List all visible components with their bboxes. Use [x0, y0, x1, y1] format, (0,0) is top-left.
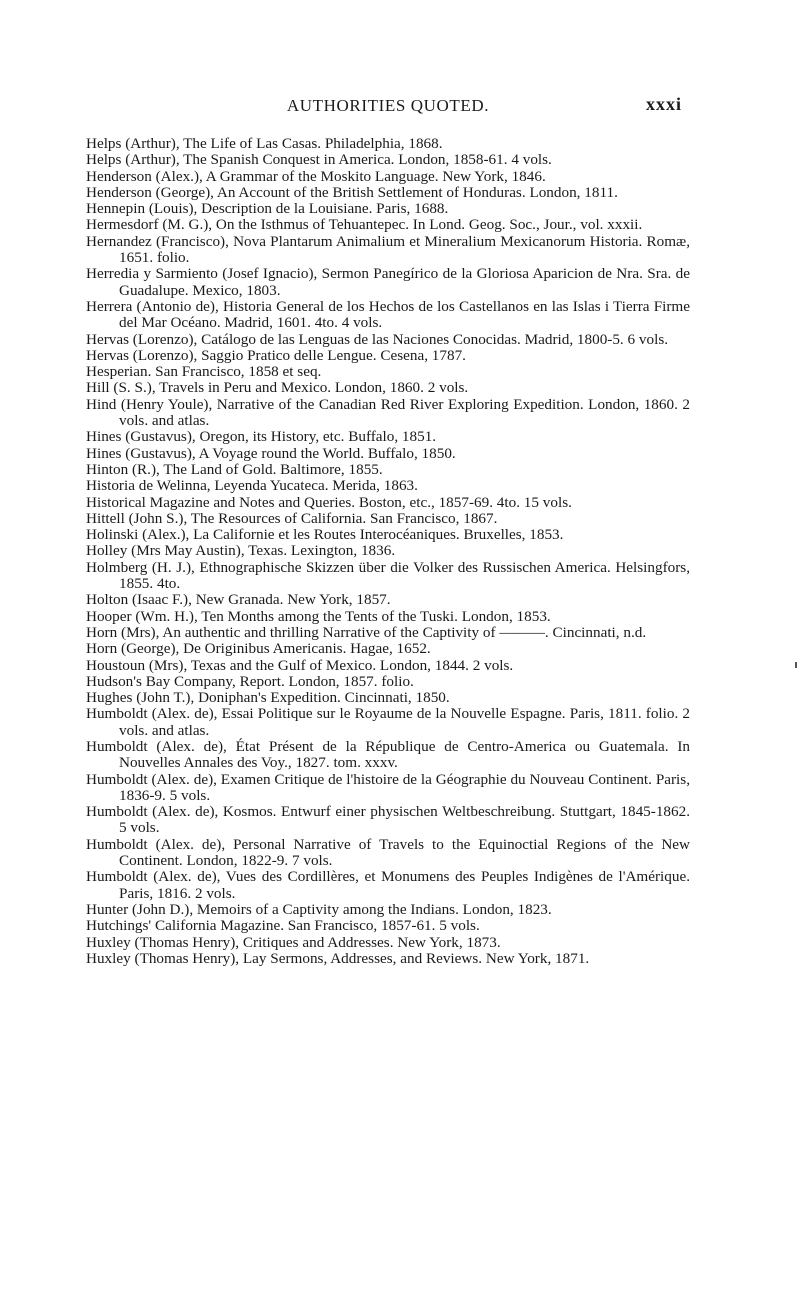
- bibliography-entry: Henderson (George), An Account of the British Settlement of Honduras. London, 1811.: [86, 183, 618, 201]
- bibliography-entry: Herrera (Antonio de), Historia General de los Hechos de los Castellanos en las Islas i Tierra Firme del Mar Océano. Madrid, 1601. 4to. 4 vols.: [86, 297, 690, 332]
- bibliography-entry: Houstoun (Mrs), Texas and the Gulf of Mexico. London, 1844. 2 vols.: [86, 656, 514, 674]
- bibliography-entry: Huxley (Thomas Henry), Lay Sermons, Addresses, and Reviews. New York, 1871.: [86, 949, 590, 967]
- bibliography-entry: Hutchings' California Magazine. San Francisco, 1857-61. 5 vols.: [86, 917, 480, 935]
- bibliography-entry: Historical Magazine and Notes and Queries. Boston, etc., 1857-69. 4to. 15 vols.: [86, 493, 572, 511]
- bibliography-entry: Humboldt (Alex. de), Vues des Cordillères, et Monumens des Peuples Indigènes de l'Amérique. Paris, 1816. 2 vols.: [86, 868, 690, 902]
- bibliography-entry: Hesperian. San Francisco, 1858 et seq.: [86, 363, 322, 381]
- bibliography-entry: Hittell (John S.), The Resources of California. San Francisco, 1867.: [86, 509, 498, 527]
- bibliography-entry: Hudson's Bay Company, Report. London, 1857. folio.: [86, 672, 414, 690]
- bibliography-entry: Hines (Gustavus), A Voyage round the World. Buffalo, 1850.: [86, 444, 456, 462]
- bibliography-entry: Hinton (R.), The Land of Gold. Baltimore, 1855.: [86, 460, 383, 478]
- bibliography-entry: Horn (George), De Originibus Americanis. Hagae, 1652.: [86, 640, 431, 658]
- bibliography-entry: Hervas (Lorenzo), Catálogo de las Lenguas de las Naciones Conocidas. Madrid, 1800-5. 6 vols.: [86, 330, 669, 348]
- bibliography-entry: Holley (Mrs May Austin), Texas. Lexington, 1836.: [86, 542, 396, 560]
- margin-mark: [795, 662, 797, 668]
- bibliography-entry: Hernandez (Francisco), Nova Plantarum Animalium et Mineralium Mexicanorum Historia. Romæ, 1651. folio.: [86, 232, 690, 267]
- bibliography-entry: Holinski (Alex.), La Californie et les Routes Interocéaniques. Bruxelles, 1853.: [86, 526, 564, 544]
- bibliography-entry: Helps (Arthur), The Life of Las Casas. Philadelphia, 1868.: [86, 135, 443, 152]
- bibliography-entry: Humboldt (Alex. de), Essai Politique sur le Royaume de la Nouvelle Espagne. Paris, 1811. folio. 2 vols. and atlas.: [86, 705, 690, 739]
- bibliography-entry: Humboldt (Alex. de), Kosmos. Entwurf einer physischen Weltbeschreibung. Stuttgart, 1845-1862. 5 vols.: [86, 803, 690, 837]
- bibliography-entry: Historia de Welinna, Leyenda Yucateca. Merida, 1863.: [86, 477, 418, 495]
- running-head: [86, 96, 690, 118]
- bibliography-entry: Humboldt (Alex. de), Personal Narrative of Travels to the Equinoctial Regions of the New Continent. London, 1822-9. 7 vols.: [86, 835, 690, 870]
- bibliography-entry: Humboldt (Alex. de), État Présent de la République de Centro-America ou Guatemala. In Nouvelles Annales des Voy., 1827. tom. xxxv.: [86, 737, 690, 772]
- bibliography-entry: Huxley (Thomas Henry), Critiques and Addresses. New York, 1873.: [86, 933, 501, 951]
- bibliography-list: [86, 136, 690, 967]
- bibliography-entry: Hennepin (Louis), Description de la Louisiane. Paris, 1688.: [86, 200, 449, 218]
- bibliography-entry: Hunter (John D.), Memoirs of a Captivity among the Indians. London, 1823.: [86, 900, 552, 918]
- bibliography-entry: Hooper (Wm. H.), Ten Months among the Tents of the Tuski. London, 1853.: [86, 607, 551, 625]
- bibliography-entry: Hervas (Lorenzo), Saggio Pratico delle Lengue. Cesena, 1787.: [86, 346, 466, 364]
- bibliography-entry: Henderson (Alex.), A Grammar of the Moskito Language. New York, 1846.: [86, 167, 546, 185]
- page-number: xxxi: [646, 94, 683, 114]
- bibliography-entry: Hermesdorf (M. G.), On the Isthmus of Tehuantepec. In Lond. Geog. Soc., Jour., vol. xxxii.: [86, 216, 643, 234]
- bibliography-entry: Hines (Gustavus), Oregon, its History, etc. Buffalo, 1851.: [86, 428, 437, 446]
- bibliography-entry: Holmberg (H. J.), Ethnographische Skizzen über die Volker des Russischen America. Helsingfors, 1855. 4to.: [86, 558, 690, 593]
- bibliography-entry: Hill (S. S.), Travels in Peru and Mexico. London, 1860. 2 vols.: [86, 379, 469, 397]
- bibliography-entry: Hind (Henry Youle), Narrative of the Canadian Red River Exploring Expedition. London, 1860. 2 vols. and atlas.: [86, 395, 690, 430]
- bibliography-entry: Humboldt (Alex. de), Examen Critique de l'histoire de la Géographie du Nouveau Continent. Paris, 1836-9. 5 vols.: [86, 770, 690, 804]
- bibliography-entry: Hughes (John T.), Doniphan's Expedition. Cincinnati, 1850.: [86, 689, 450, 707]
- running-title: AUTHORITIES QUOTED.: [286, 96, 490, 115]
- bibliography-entry: Holton (Isaac F.), New Granada. New York, 1857.: [86, 591, 391, 609]
- bibliography-entry: Helps (Arthur), The Spanish Conquest in America. London, 1858-61. 4 vols.: [86, 151, 552, 169]
- bibliography-entry: Herredia y Sarmiento (Josef Ignacio), Sermon Panegírico de la Gloriosa Aparicion de Nra. Sra. de Guadalupe. Mexico, 1803.: [86, 265, 690, 299]
- bibliography-entry: Horn (Mrs), An authentic and thrilling Narrative of the Captivity of ———. Cincinnati, n.d.: [86, 623, 647, 641]
